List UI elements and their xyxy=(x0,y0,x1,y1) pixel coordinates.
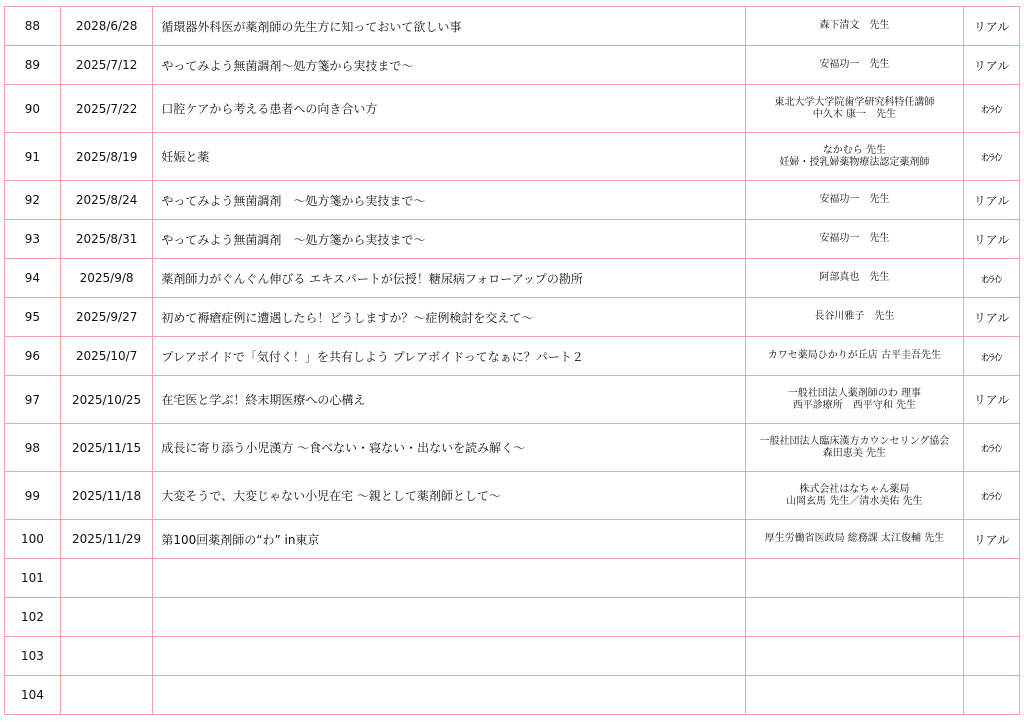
session-date-cell: 2025/10/25 xyxy=(60,376,152,424)
session-number-cell: 92 xyxy=(5,181,61,220)
session-date-cell xyxy=(60,637,152,676)
session-title-cell: 大変そうで、大変じゃない小児在宅 ～親として薬剤師として～ xyxy=(153,472,745,520)
speaker-cell xyxy=(745,259,963,298)
session-title-cell: やってみよう無菌調剤 ～処方箋から実技まで～ xyxy=(153,220,745,259)
format-cell xyxy=(964,637,1020,676)
format-cell: リアル xyxy=(964,46,1020,85)
format-cell: リアル xyxy=(964,376,1020,424)
speaker-cell xyxy=(745,520,963,559)
speaker-cell xyxy=(745,559,963,598)
table-row xyxy=(5,424,1020,472)
speaker-line: 安福功一 先生 xyxy=(819,59,890,70)
session-title-cell xyxy=(153,637,745,676)
speaker-line: 山岡玄馬 先生／清水美佑 先生 xyxy=(786,495,923,507)
speaker-cell xyxy=(745,472,963,520)
session-title-cell xyxy=(153,559,745,598)
format-cell: リアル xyxy=(964,220,1020,259)
speaker-cell xyxy=(745,220,963,259)
speaker-line: 一般社団法人臨床漢方カウンセリング協会 xyxy=(759,435,950,447)
format-cell xyxy=(964,676,1020,715)
session-number-cell: 96 xyxy=(5,337,61,376)
seminar-table xyxy=(4,6,1020,715)
session-title-cell: 第100回薬剤師の“わ” in東京 xyxy=(153,520,745,559)
speaker-cell xyxy=(745,133,963,181)
session-title-cell: やってみよう無菌調剤 ～処方箋から実技まで～ xyxy=(153,181,745,220)
session-date-cell: 2025/11/18 xyxy=(60,472,152,520)
table-row xyxy=(5,598,1020,637)
table-row xyxy=(5,46,1020,85)
format-cell xyxy=(964,598,1020,637)
table-row xyxy=(5,376,1020,424)
format-cell: リアル xyxy=(964,7,1020,46)
session-number-cell: 103 xyxy=(5,637,61,676)
speaker-cell xyxy=(745,298,963,337)
table-row xyxy=(5,259,1020,298)
speaker-line: 安福功一 先生 xyxy=(819,233,890,244)
session-number-cell: 93 xyxy=(5,220,61,259)
session-date-cell: 2025/9/27 xyxy=(60,298,152,337)
session-date-cell xyxy=(60,559,152,598)
speaker-line: 西平診療所 西平守和 先生 xyxy=(792,399,916,411)
session-date-cell: 2025/8/24 xyxy=(60,181,152,220)
speaker-line: 妊婦・授乳婦薬物療法認定薬剤師 xyxy=(779,156,930,168)
session-date-cell xyxy=(60,598,152,637)
session-title-cell: 在宅医と学ぶ！終末期医療への心構え xyxy=(153,376,745,424)
speaker-line: 厚生労働省医政局 総務課 太江俊輔 先生 xyxy=(764,533,945,544)
session-date-cell: 2025/11/29 xyxy=(60,520,152,559)
speaker-cell xyxy=(745,637,963,676)
speaker-line: カワセ薬局ひかりが丘店 古平圭吾先生 xyxy=(767,350,941,361)
session-number-cell: 91 xyxy=(5,133,61,181)
speaker-cell xyxy=(745,85,963,133)
session-title-cell: 薬剤師力がぐんぐん伸びる エキスパートが伝授！糖尿病フォローアップの勘所 xyxy=(153,259,745,298)
speaker-line: 安福功一 先生 xyxy=(819,194,890,205)
session-number-cell: 95 xyxy=(5,298,61,337)
speaker-line: 一般社団法人薬剤師のわ 理事 xyxy=(787,387,921,399)
table-row xyxy=(5,220,1020,259)
format-cell: ｵﾝﾗｲﾝ xyxy=(964,259,1020,298)
session-title-cell: 口腔ケアから考える患者への向き合い方 xyxy=(153,85,745,133)
session-number-cell: 101 xyxy=(5,559,61,598)
speaker-line: 中久木 康一 先生 xyxy=(812,108,896,120)
speaker-line: 東北大学大学院歯学研究科特任講師 xyxy=(774,96,935,108)
table-row xyxy=(5,559,1020,598)
speaker-line: なかむら 先生 xyxy=(822,144,886,156)
format-cell: ｵﾝﾗｲﾝ xyxy=(964,133,1020,181)
session-date-cell: 2025/8/19 xyxy=(60,133,152,181)
format-cell xyxy=(964,559,1020,598)
table-row xyxy=(5,520,1020,559)
session-date-cell: 2028/6/28 xyxy=(60,7,152,46)
session-number-cell: 94 xyxy=(5,259,61,298)
session-date-cell xyxy=(60,676,152,715)
table-row xyxy=(5,181,1020,220)
session-title-cell: プレアボイドで「気付く！」を共有しよう プレアボイドってなぁに？パート２ xyxy=(153,337,745,376)
speaker-cell xyxy=(745,676,963,715)
speaker-cell xyxy=(745,7,963,46)
session-number-cell: 98 xyxy=(5,424,61,472)
session-date-cell: 2025/11/15 xyxy=(60,424,152,472)
speaker-line: 株式会社はなちゃん薬局 xyxy=(799,483,910,495)
table-row xyxy=(5,337,1020,376)
table-row xyxy=(5,298,1020,337)
format-cell: ｵﾝﾗｲﾝ xyxy=(964,85,1020,133)
session-date-cell: 2025/9/8 xyxy=(60,259,152,298)
format-cell: ｵﾝﾗｲﾝ xyxy=(964,472,1020,520)
session-date-cell: 2025/7/22 xyxy=(60,85,152,133)
session-number-cell: 104 xyxy=(5,676,61,715)
table-row xyxy=(5,7,1020,46)
session-title-cell: やってみよう無菌調剤～処方箋から実技まで～ xyxy=(153,46,745,85)
table-row xyxy=(5,133,1020,181)
speaker-line: 阿部真也 先生 xyxy=(819,272,890,283)
session-number-cell: 100 xyxy=(5,520,61,559)
speaker-line: 森下清文 先生 xyxy=(819,20,890,31)
session-title-cell xyxy=(153,598,745,637)
session-number-cell: 89 xyxy=(5,46,61,85)
format-cell: リアル xyxy=(964,520,1020,559)
speaker-cell xyxy=(745,181,963,220)
session-number-cell: 90 xyxy=(5,85,61,133)
format-cell: リアル xyxy=(964,298,1020,337)
session-number-cell: 99 xyxy=(5,472,61,520)
table-row xyxy=(5,676,1020,715)
session-title-cell: 初めて褥瘡症例に遭遇したら！どうしますか？～症例検討を交えて～ xyxy=(153,298,745,337)
session-date-cell: 2025/7/12 xyxy=(60,46,152,85)
table-row xyxy=(5,85,1020,133)
speaker-line: 森田恵美 先生 xyxy=(822,447,886,459)
speaker-cell xyxy=(745,598,963,637)
session-date-cell: 2025/8/31 xyxy=(60,220,152,259)
session-title-cell xyxy=(153,676,745,715)
session-number-cell: 102 xyxy=(5,598,61,637)
speaker-cell xyxy=(745,337,963,376)
speaker-cell xyxy=(745,46,963,85)
session-number-cell: 88 xyxy=(5,7,61,46)
table-row xyxy=(5,637,1020,676)
format-cell: ｵﾝﾗｲﾝ xyxy=(964,337,1020,376)
speaker-cell xyxy=(745,424,963,472)
session-date-cell: 2025/10/7 xyxy=(60,337,152,376)
seminar-table-body xyxy=(5,7,1020,715)
speaker-cell xyxy=(745,376,963,424)
session-title-cell: 妊娠と薬 xyxy=(153,133,745,181)
session-number-cell: 97 xyxy=(5,376,61,424)
speaker-line: 長谷川雅子 先生 xyxy=(814,311,895,322)
session-title-cell: 循環器外科医が薬剤師の先生方に知っておいて欲しい事 xyxy=(153,7,745,46)
format-cell: ｵﾝﾗｲﾝ xyxy=(964,424,1020,472)
table-row xyxy=(5,472,1020,520)
session-title-cell: 成長に寄り添う小児漢方 ～食べない・寝ない・出ないを読み解く～ xyxy=(153,424,745,472)
format-cell: リアル xyxy=(964,181,1020,220)
